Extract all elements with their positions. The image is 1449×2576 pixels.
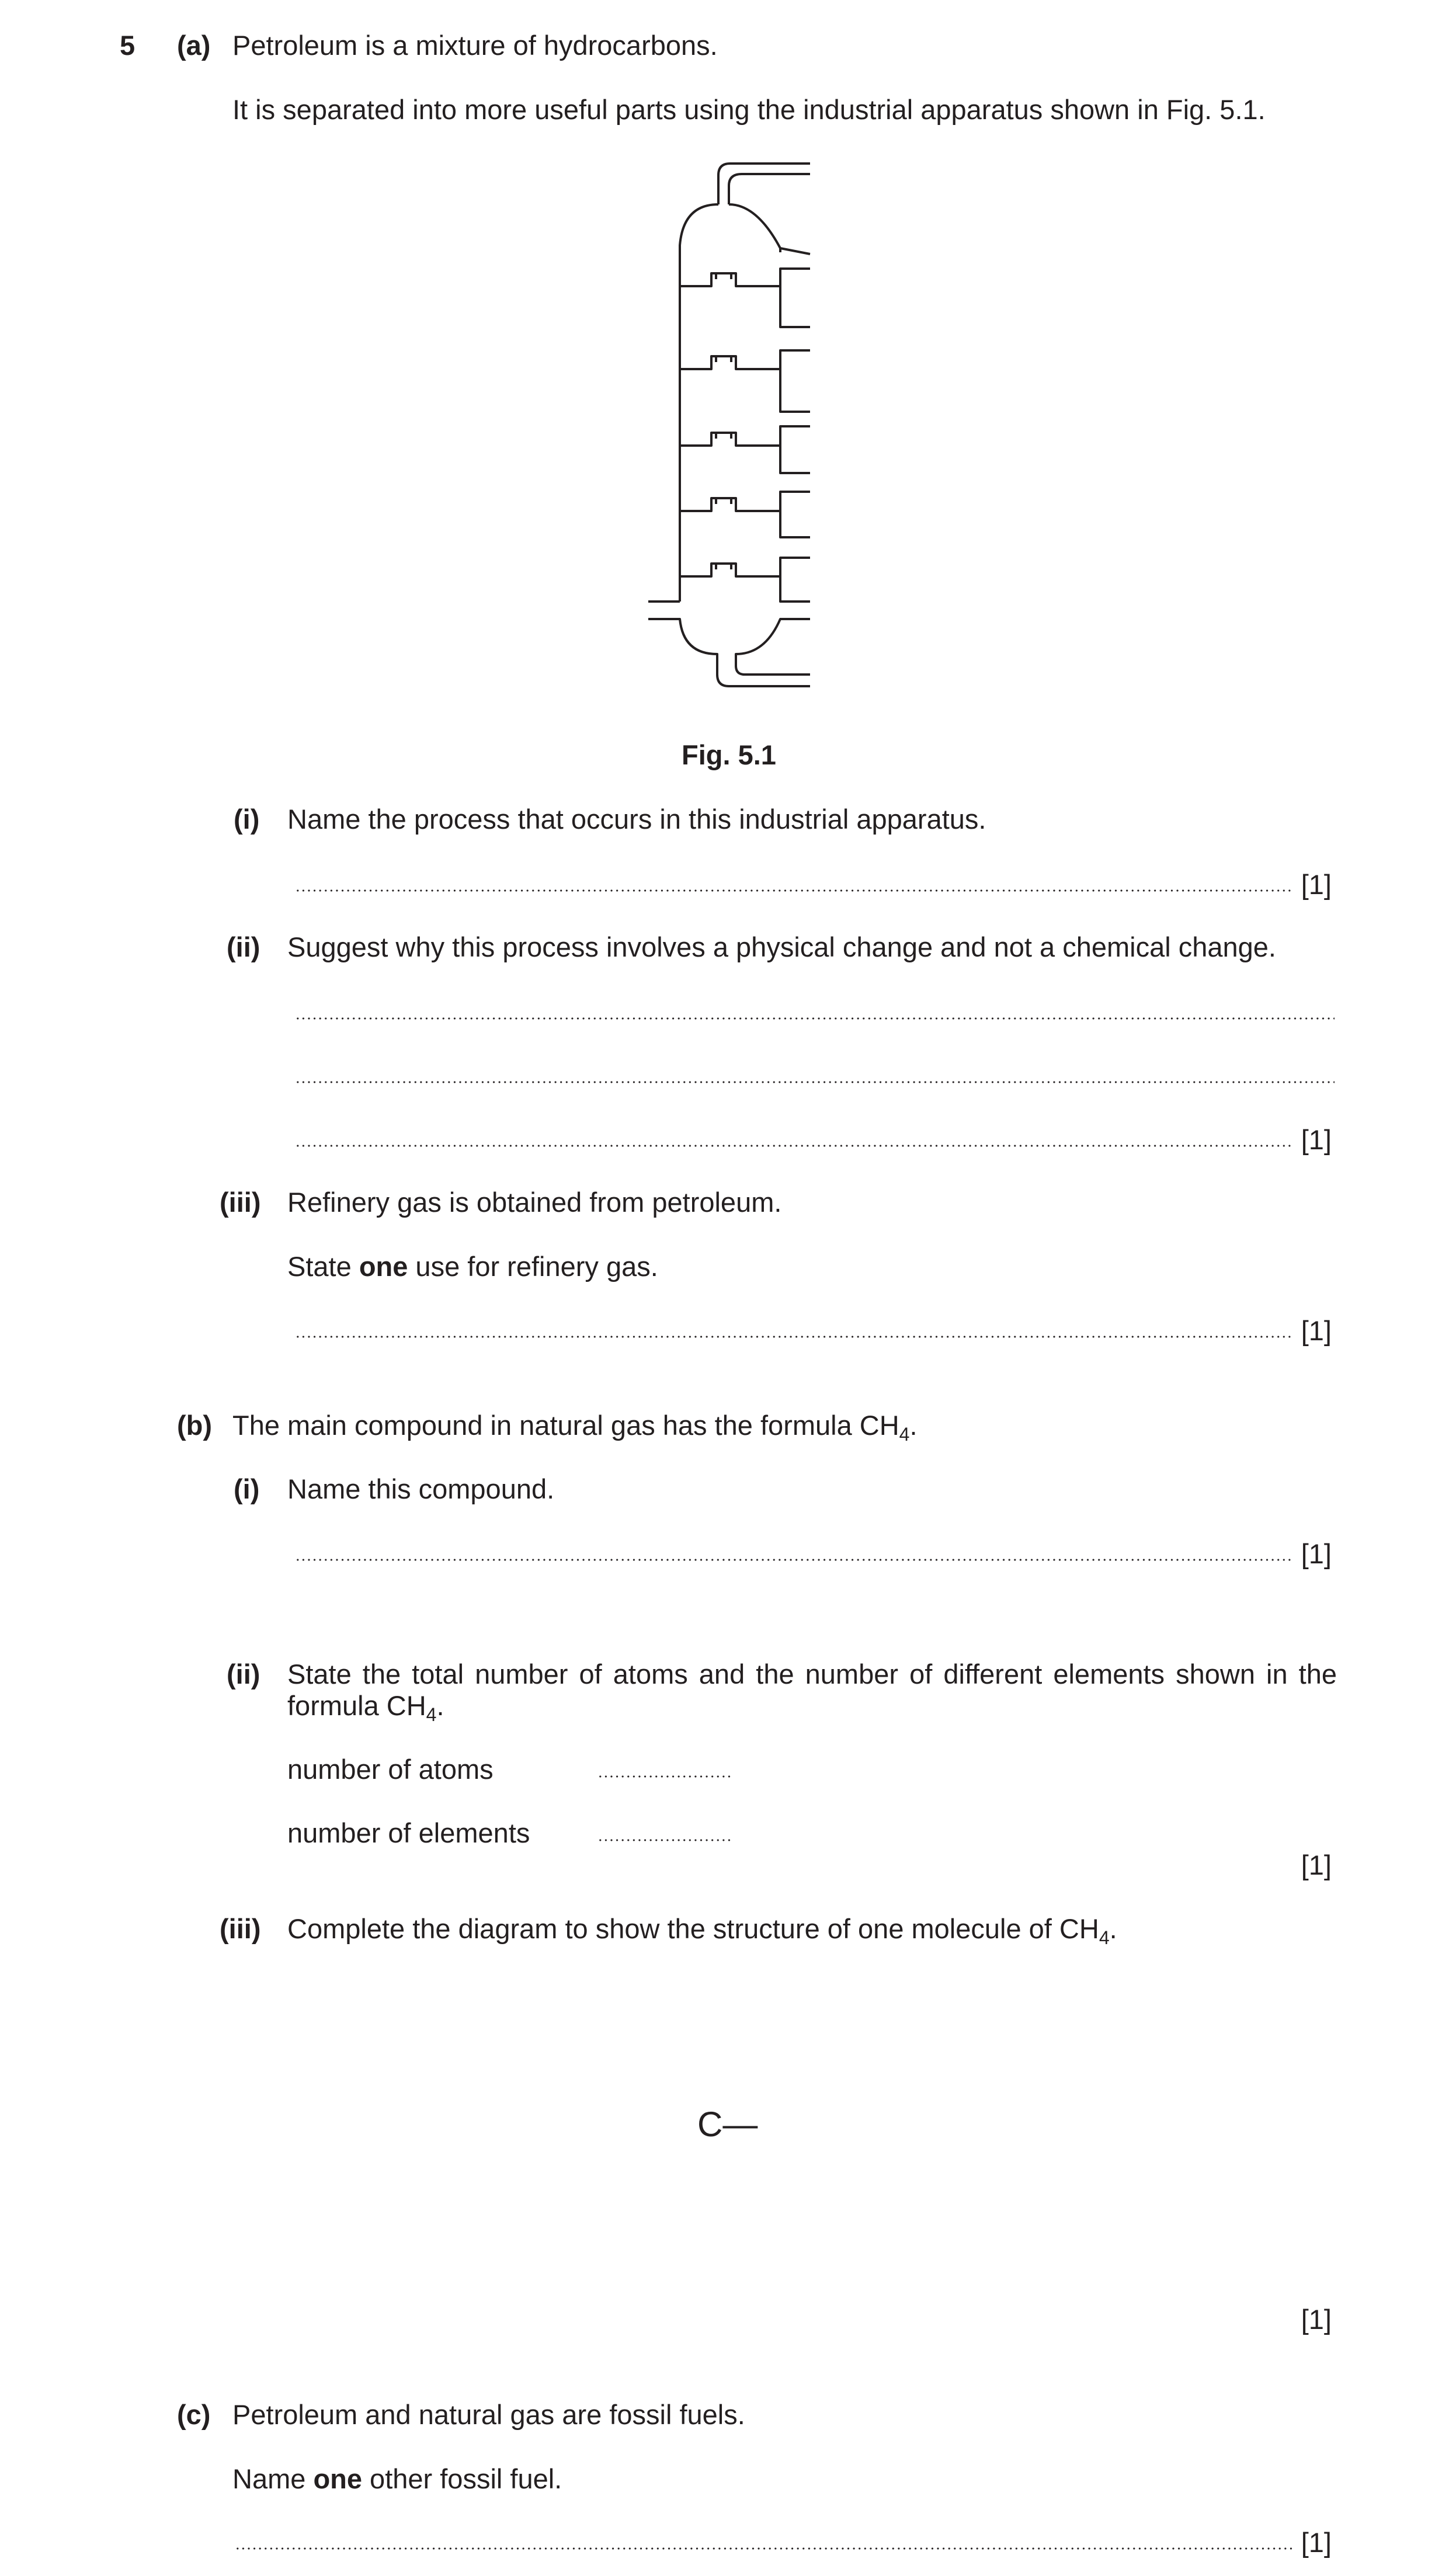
part-a-iii-text: Refinery gas is obtained from petroleum. [287, 1187, 782, 1218]
part-b-iii-label: (iii) [220, 1913, 261, 1944]
state-bold: one [359, 1251, 408, 1282]
name-post: other fossil fuel. [362, 2463, 562, 2494]
part-b-i-text: Name this compound. [287, 1473, 555, 1504]
part-b-intro-pre: The main compound in natural gas has the formula CH [232, 1410, 899, 1441]
answer-line-a-ii-3[interactable] [295, 1124, 1332, 1156]
question-number: 5 [120, 30, 135, 61]
part-b-ii-line2 [287, 1689, 444, 1725]
part-b-ii-label: (ii) [227, 1659, 260, 1689]
answer-line-c[interactable] [235, 2526, 1332, 2559]
part-b-ii-line2-post: . [436, 1690, 444, 1721]
mark-b-ii: [1] [1301, 1850, 1332, 1880]
elements-answer-field[interactable] [597, 1839, 732, 1841]
part-b-iii-text-post: . [1109, 1913, 1117, 1944]
atoms-label: number of atoms [287, 1754, 494, 1785]
molecule-diagram-start[interactable]: C— [697, 2105, 758, 2144]
name-pre: Name [232, 2463, 314, 2494]
part-a-intro2: It is separated into more useful parts using the industrial apparatus shown in Fig. 5.1. [232, 94, 1266, 125]
answer-line-b-i[interactable] [295, 1538, 1332, 1570]
part-b-iii-text [287, 1913, 1117, 1948]
part-b-intro-post: . [909, 1410, 918, 1441]
answer-line-a-ii-1[interactable] [295, 996, 1335, 1029]
part-c-text: Petroleum and natural gas are fossil fuels. [232, 2399, 745, 2430]
part-a-iii-label: (iii) [220, 1187, 261, 1218]
answer-line-a-ii-2[interactable] [295, 1060, 1335, 1093]
mark-b-i: [1] [1301, 1538, 1332, 1569]
part-b-iii-text-pre: Complete the diagram to show the structure of one molecule of CH [287, 1913, 1099, 1944]
mark-c: [1] [1301, 2527, 1332, 2558]
atoms-answer-field[interactable] [597, 1775, 732, 1778]
mark-a-iii: [1] [1301, 1315, 1332, 1346]
part-a-intro: Petroleum is a mixture of hydrocarbons. [232, 30, 718, 61]
part-b-i-label: (i) [234, 1473, 260, 1504]
elements-label: number of elements [287, 1817, 530, 1848]
name-bold: one [313, 2463, 362, 2494]
mark-a-i: [1] [1301, 869, 1332, 900]
part-c-name [232, 2463, 562, 2495]
part-b-label: (b) [177, 1410, 213, 1441]
part-a-iii-state [287, 1250, 658, 1283]
part-b-intro [232, 1409, 918, 1445]
mark-a-ii: [1] [1301, 1124, 1332, 1155]
fractionating-column-diagram [642, 158, 818, 707]
part-b-ii-line2-sub: 4 [426, 1704, 437, 1725]
answer-line-a-i[interactable] [295, 868, 1332, 901]
part-b-intro-sub: 4 [899, 1424, 910, 1445]
state-post: use for refinery gas. [408, 1251, 658, 1282]
part-a-i-text: Name the process that occurs in this industrial apparatus. [287, 804, 986, 835]
part-a-i-label: (i) [234, 804, 260, 835]
part-b-iii-text-sub: 4 [1099, 1927, 1110, 1948]
answer-line-a-iii[interactable] [295, 1315, 1332, 1347]
part-c-label: (c) [177, 2399, 211, 2430]
part-a-label: (a) [177, 30, 211, 61]
figure-caption: Fig. 5.1 [682, 739, 776, 770]
part-a-ii-text: Suggest why this process involves a physical change and not a chemical change. [287, 931, 1276, 962]
part-b-ii-line2-pre: formula CH [287, 1690, 426, 1721]
part-b-ii-line1: State the total number of atoms and the number of different elements shown in the [287, 1659, 1337, 1689]
part-a-ii-label: (ii) [227, 931, 260, 962]
mark-b-iii: [1] [1301, 2304, 1332, 2335]
state-pre: State [287, 1251, 359, 1282]
